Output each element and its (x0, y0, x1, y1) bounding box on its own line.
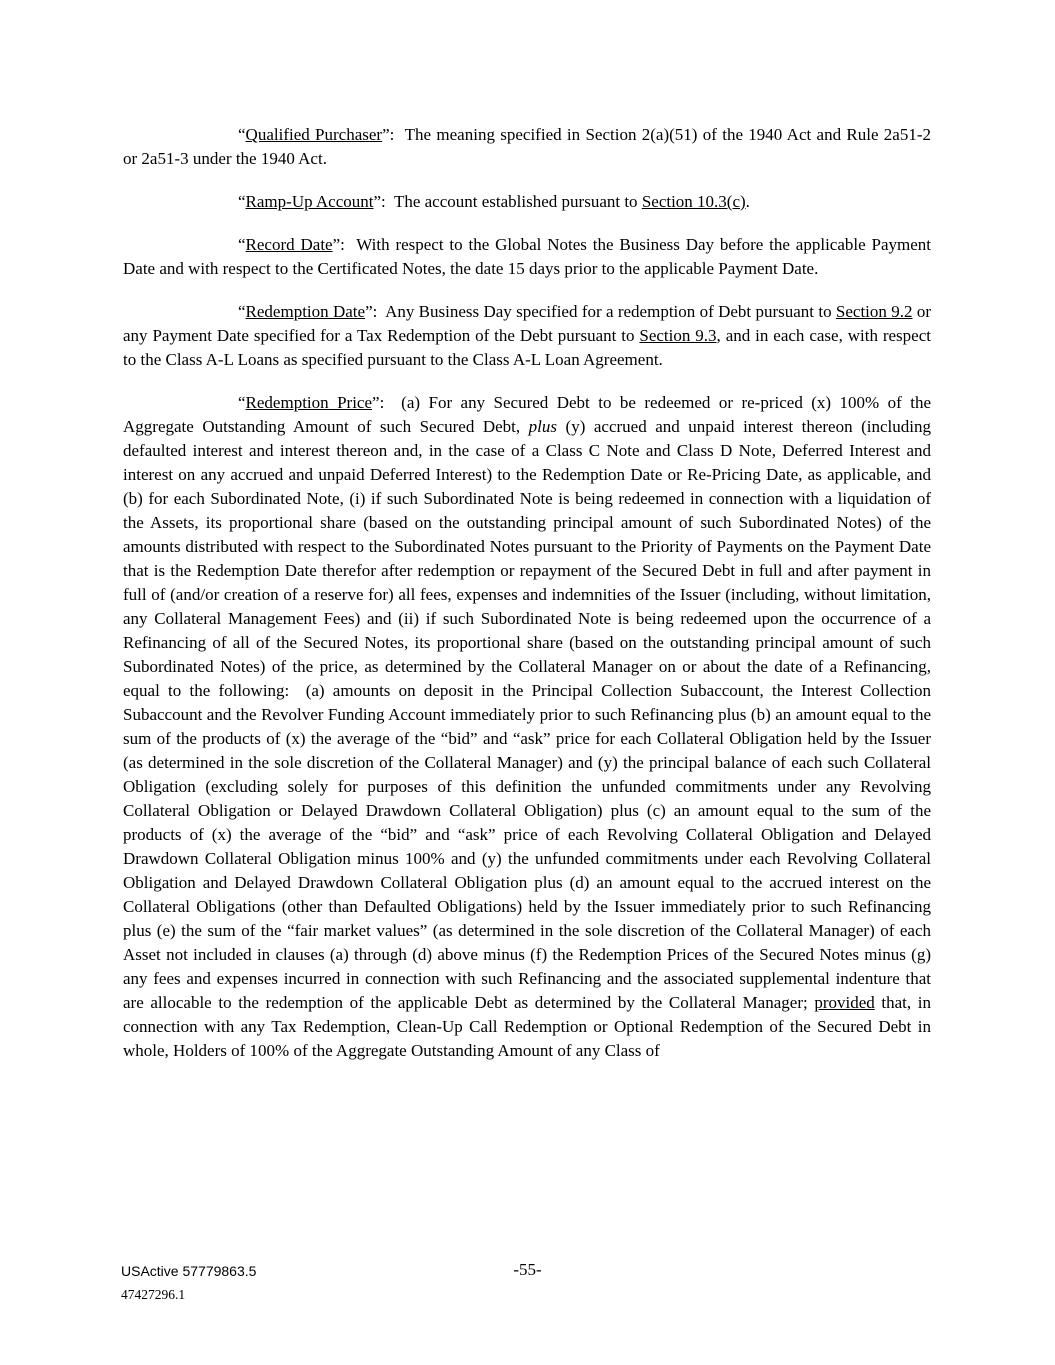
text-run: ”: The meaning specified in Section 2(a)(51) of the 1940 Act and Rule 2a51-2 or 2a51-3 under the 1940 Act. (123, 125, 931, 168)
definition-ramp-up-account (123, 190, 931, 214)
text-run: . (745, 192, 750, 211)
definition-record-date (123, 233, 931, 281)
text-run: ”: With respect to the Global Notes the Business Day before the applicable Payment Date and with respect to the Certificated Notes, the date 15 days prior to the applicable Payment Date. (123, 235, 931, 278)
emphasized-text-run: Qualified Purchaser (245, 125, 383, 144)
text-run: “ (238, 125, 246, 144)
definition-redemption-date (123, 300, 931, 372)
text-run: (y) accrued and unpaid interest thereon (including defaulted interest and interest thereon and, in the case of a Class C Note and Class D Note, Deferred Interest and interest on any accrued and unpaid Deferred Interest) to the Redemption Date or Re-Pricing Date, as applicable, and (b) for each Subordinated Note, (i) if such Subordinated Note is being redeemed in connection with a liquidation of the Assets, its proportional share (based on the outstanding principal amount of such Subordinated Notes) of the amounts distributed with respect to the Subordinated Notes pursuant to the Priority of Payments on the Payment Date that is the Redemption Date therefor after redemption or repayment of the Secured Debt in full and after payment in full of (and/or creation of a reserve for) all fees, expenses and indemnities of the Issuer (including, without limitation, any Collateral Management Fees) and (ii) if such Subordinated Note is being redeemed upon the occurrence of a Refinancing of all of the Secured Notes, its proportional share (based on the outstanding principal amount of such Subordinated Notes) of the price, as determined by the Collateral Manager on or about the date of a Refinancing, equal to the following: (a) amounts on deposit in the Principal Collection Subaccount, the Interest Collection Subaccount and the Revolver Funding Account immediately prior to such Refinancing plus (b) an amount equal to the sum of the products of (x) the average of the “bid” and “ask” price for each Collateral Obligation held by the Issuer (as determined in the sole discretion of the Collateral Manager) and (y) the principal balance of each such Collateral Obligation (excluding solely for purposes of this definition the unfunded commitments under any Revolving Collateral Obligation or Delayed Drawdown Collateral Obligation) plus (c) an amount equal to the sum of the products of (x) the average of the “bid” and “ask” price of each Revolving Collateral Obligation and Delayed Drawdown Collateral Obligation minus 100% and (y) the unfunded commitments under each Revolving Collateral Obligation and Delayed Drawdown Collateral Obligation plus (d) an amount equal to the accrued interest on the Collateral Obligations (other than Defaulted Obligations) held by the Issuer immediately prior to such Refinancing plus (e) the sum of the “fair market values” (as determined in the sole discretion of the Collateral Manager) of each Asset not included in clauses (a) through (d) above minus (f) the Redemption Prices of the Secured Notes minus (g) any fees and expenses incurred in connection with such Refinancing and the associated supplemental indenture that are allocable to the redemption of the applicable Debt as determined by the Collateral Manager; (123, 417, 931, 1012)
page-number: -55- (513, 1260, 542, 1279)
footer-doc-id-secondary: 47427296.1 (121, 1287, 186, 1302)
emphasized-text-run: provided (814, 993, 875, 1012)
emphasized-text-run: Redemption Price (245, 393, 373, 412)
definition-qualified-purchaser (123, 123, 931, 171)
text-run: “ (238, 393, 246, 412)
definition-redemption-price (123, 391, 931, 1063)
footer-doc-id-primary: USActive 57779863.5 (121, 1263, 257, 1279)
emphasized-text-run: Redemption Date (245, 302, 366, 321)
emphasized-text-run: plus (528, 417, 558, 436)
text-run: “ (238, 235, 246, 254)
text-run: , and in each case, with respect to the Class A-L Loans as specified pursuant to the Class A-L Loan Agreement. (123, 326, 931, 369)
text-run: or any Payment Date specified for a Tax Redemption of the Debt pursuant to (123, 302, 931, 345)
emphasized-text-run: Record Date (245, 235, 333, 254)
emphasized-text-run: Ramp-Up Account (245, 192, 374, 211)
emphasized-text-run: Section 9.3 (639, 326, 717, 345)
text-run: ”: Any Business Day specified for a redemption of Debt pursuant to (365, 302, 836, 321)
text-run: ”: (a) For any Secured Debt to be redeemed or re-priced (x) 100% of the Aggregate Outstanding Amount of such Secured Debt, (123, 393, 931, 436)
text-run: that, in connection with any Tax Redemption, Clean-Up Call Redemption or Optional Redemption of the Secured Debt in whole, Holders of 100% of the Aggregate Outstanding Amount of any Class of (123, 993, 932, 1060)
document-body (123, 123, 931, 1063)
text-run: “ (238, 192, 246, 211)
text-run: “ (238, 302, 246, 321)
emphasized-text-run: Section 10.3(c) (641, 192, 746, 211)
text-run: ”: The account established pursuant to (373, 192, 642, 211)
emphasized-text-run: Section 9.2 (835, 302, 913, 321)
